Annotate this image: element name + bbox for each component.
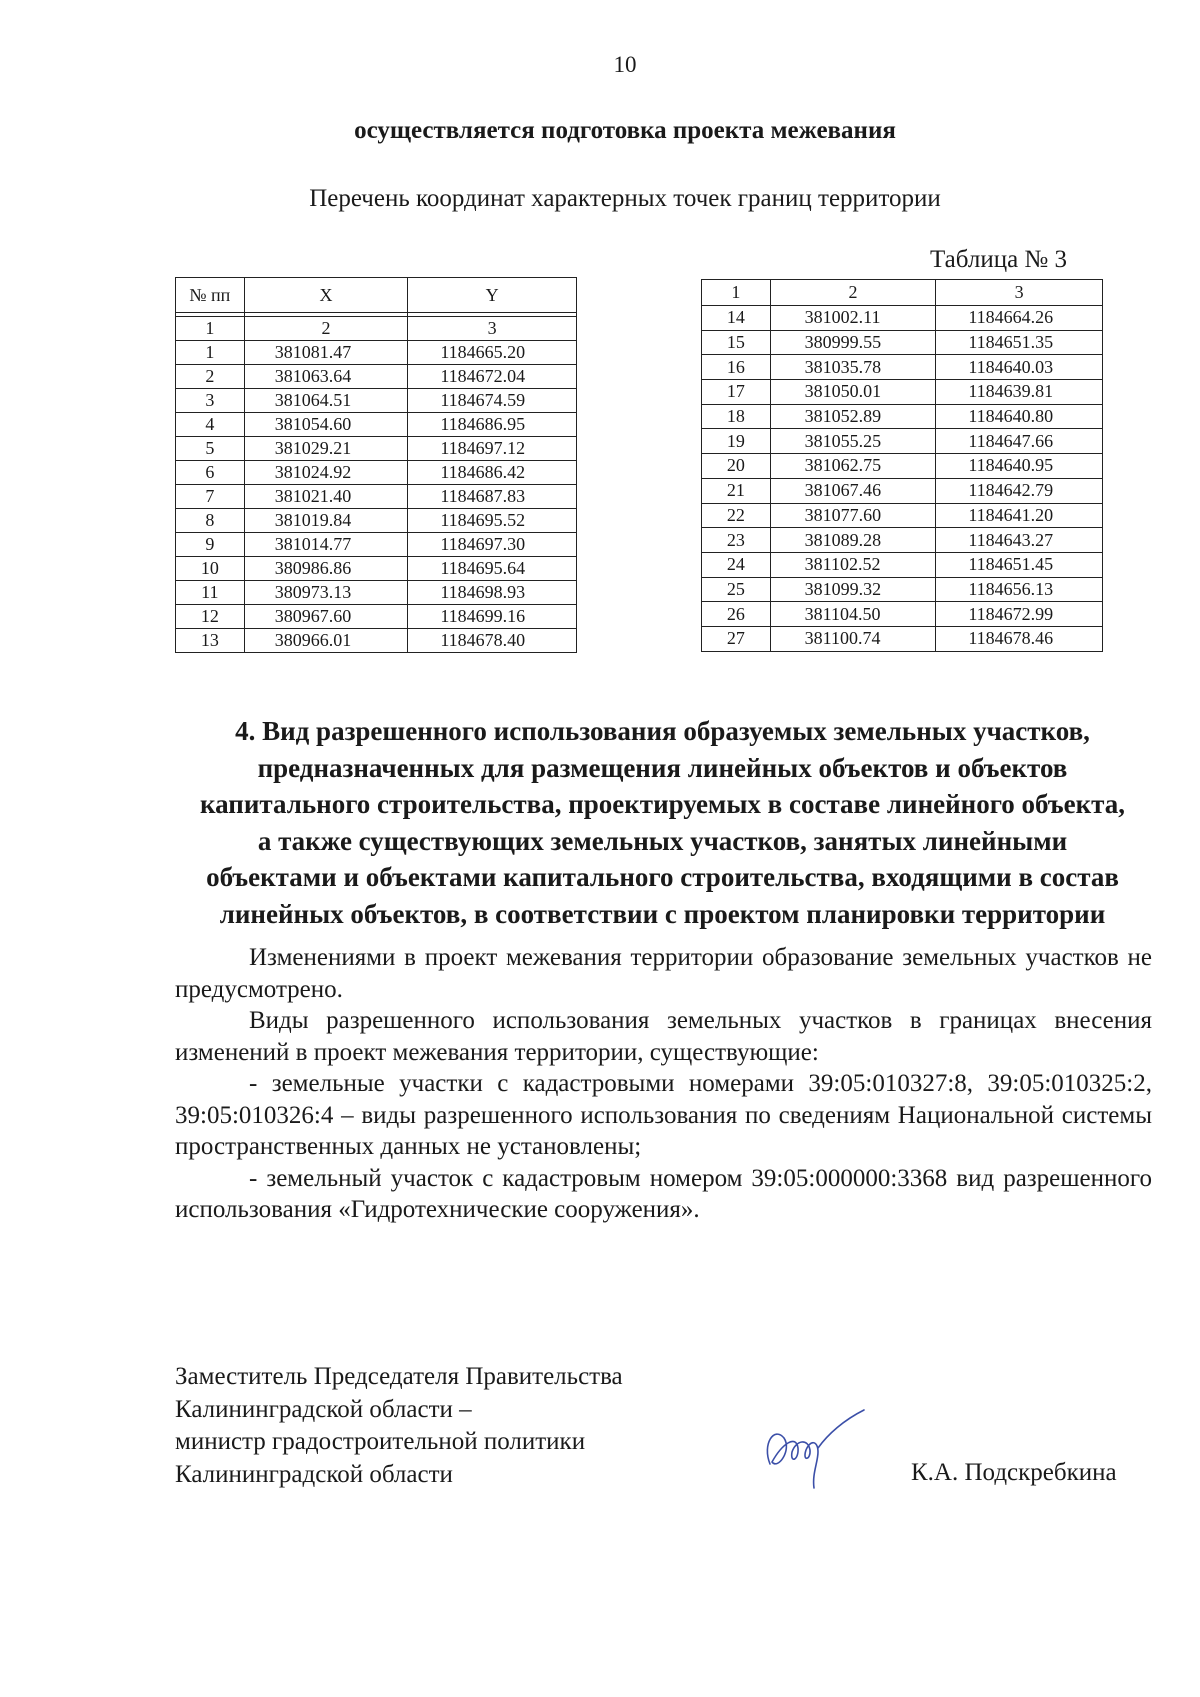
table-number: Таблица № 3 — [930, 246, 1068, 273]
table-row — [176, 509, 577, 533]
column-index-row — [176, 317, 577, 341]
x-coordinate-cell: 381104.50 — [770, 602, 936, 627]
point-number-cell: 16 — [702, 355, 771, 380]
table-row — [702, 429, 1103, 454]
y-coordinate-cell: 1184678.40 — [408, 629, 577, 653]
x-coordinate-cell: 381067.46 — [770, 478, 936, 503]
section-heading-line: линейных объектов, в соответствии с проектом планировки территории — [219, 898, 1106, 929]
continuation-title: осуществляется подготовка проекта межевания — [354, 117, 896, 144]
column-index-cell: 1 — [176, 317, 245, 341]
table-row — [702, 380, 1103, 405]
y-coordinate-cell: 1184651.35 — [936, 330, 1103, 355]
column-index-cell: 3 — [408, 317, 577, 341]
column-index-row — [702, 280, 1103, 306]
table-row — [702, 602, 1103, 627]
point-number-cell: 7 — [176, 485, 245, 509]
point-number-cell: 19 — [702, 429, 771, 454]
point-number-cell: 13 — [176, 629, 245, 653]
point-number-cell: 18 — [702, 404, 771, 429]
point-number-cell: 3 — [176, 389, 245, 413]
x-coordinate-cell: 380967.60 — [244, 605, 408, 629]
y-coordinate-cell: 1184664.26 — [936, 306, 1103, 331]
page-number: 10 — [613, 52, 637, 77]
x-coordinate-cell: 381055.25 — [770, 429, 936, 454]
x-coordinate-cell: 381064.51 — [244, 389, 408, 413]
coordinates-table-right — [701, 279, 1103, 652]
y-coordinate-cell: 1184641.20 — [936, 503, 1103, 528]
column-index-cell: 1 — [702, 280, 771, 306]
table-row — [702, 528, 1103, 553]
x-coordinate-cell: 381024.92 — [244, 461, 408, 485]
x-coordinate-cell: 381035.78 — [770, 355, 936, 380]
point-number-cell: 9 — [176, 533, 245, 557]
section-4-body — [175, 942, 1152, 1226]
y-coordinate-cell: 1184695.52 — [408, 509, 577, 533]
x-coordinate-cell: 381089.28 — [770, 528, 936, 553]
point-number-cell: 1 — [176, 341, 245, 365]
table-heading: Перечень координат характерных точек границ территории — [309, 185, 941, 212]
x-coordinate-cell: 380966.01 — [244, 629, 408, 653]
point-number-cell: 17 — [702, 380, 771, 405]
table-row — [176, 413, 577, 437]
y-coordinate-cell: 1184672.04 — [408, 365, 577, 389]
table-row — [702, 577, 1103, 602]
table-row — [702, 404, 1103, 429]
table-row — [176, 365, 577, 389]
body-paragraph: Виды разрешенного использования земельных участков в границах внесения изменений в проект межевания территории, существующие: — [175, 1007, 1152, 1066]
y-coordinate-cell: 1184640.95 — [936, 454, 1103, 479]
x-coordinate-cell: 381099.32 — [770, 577, 936, 602]
table-row — [176, 557, 577, 581]
point-number-cell: 6 — [176, 461, 245, 485]
point-number-cell: 4 — [176, 413, 245, 437]
y-coordinate-cell: 1184697.12 — [408, 437, 577, 461]
point-number-cell: 15 — [702, 330, 771, 355]
table-row — [702, 355, 1103, 380]
y-coordinate-cell: 1184697.30 — [408, 533, 577, 557]
y-coordinate-cell: 1184695.64 — [408, 557, 577, 581]
signatory-position-line: Калининградской области – — [175, 1395, 472, 1423]
point-number-cell: 26 — [702, 602, 771, 627]
x-coordinate-cell: 381021.40 — [244, 485, 408, 509]
body-paragraph: - земельный участок с кадастровым номером 39:05:000000:3368 вид разрешенного использования «Гидротехнические сооружения». — [175, 1164, 1152, 1223]
signatory-position-line: министр градостроительной политики — [175, 1428, 586, 1455]
point-number-cell: 10 — [176, 557, 245, 581]
x-coordinate-cell: 381102.52 — [770, 552, 936, 577]
table-row — [176, 485, 577, 509]
body-paragraph: - земельные участки с кадастровыми номерами 39:05:010327:8, 39:05:010325:2, 39:05:010326:4 – виды разрешенного использования по сведениям Национальной системы пространственных данных не установлены; — [175, 1070, 1152, 1160]
point-number-cell: 25 — [702, 577, 771, 602]
point-number-cell: 27 — [702, 626, 771, 651]
section-heading-line: предназначенных для размещения линейных объектов и объектов — [257, 752, 1068, 783]
table-row — [702, 478, 1103, 503]
point-number-cell: 23 — [702, 528, 771, 553]
y-coordinate-cell: 1184639.81 — [936, 380, 1103, 405]
handwritten-signature — [752, 1404, 872, 1494]
y-coordinate-cell: 1184643.27 — [936, 528, 1103, 553]
section-heading-line: капитального строительства, проектируемых в составе линейного объекта, — [199, 789, 1126, 819]
table-row — [176, 341, 577, 365]
table-row — [176, 389, 577, 413]
y-coordinate-cell: 1184674.59 — [408, 389, 577, 413]
point-number-cell: 12 — [176, 605, 245, 629]
y-coordinate-cell: 1184687.83 — [408, 485, 577, 509]
header-cell-number: № пп — [176, 278, 245, 313]
signatory-position-line: Калининградской области — [175, 1460, 453, 1488]
table-row — [702, 454, 1103, 479]
point-number-cell: 2 — [176, 365, 245, 389]
header-cell-y: Y — [408, 278, 577, 313]
x-coordinate-cell: 381062.75 — [770, 454, 936, 479]
x-coordinate-cell: 381054.60 — [244, 413, 408, 437]
body-paragraph: Изменениями в проект межевания территории образование земельных участков не предусмотрено. — [175, 944, 1152, 1003]
y-coordinate-cell: 1184686.42 — [408, 461, 577, 485]
point-number-cell: 22 — [702, 503, 771, 528]
table-row — [702, 306, 1103, 331]
table-row — [702, 330, 1103, 355]
x-coordinate-cell: 380999.55 — [770, 330, 936, 355]
section-heading-line: 4. Вид разрешенного использования образуемых земельных участков, — [235, 716, 1090, 746]
x-coordinate-cell: 381052.89 — [770, 404, 936, 429]
table-row — [702, 552, 1103, 577]
table-row — [176, 629, 577, 653]
column-index-cell: 2 — [770, 280, 936, 306]
y-coordinate-cell: 1184672.99 — [936, 602, 1103, 627]
x-coordinate-cell: 381050.01 — [770, 380, 936, 405]
x-coordinate-cell: 381029.21 — [244, 437, 408, 461]
table-row — [176, 605, 577, 629]
x-coordinate-cell: 381063.64 — [244, 365, 408, 389]
table-header-row — [176, 278, 577, 313]
point-number-cell: 14 — [702, 306, 771, 331]
y-coordinate-cell: 1184698.93 — [408, 581, 577, 605]
x-coordinate-cell: 381019.84 — [244, 509, 408, 533]
x-coordinate-cell: 381077.60 — [770, 503, 936, 528]
x-coordinate-cell: 381081.47 — [244, 341, 408, 365]
y-coordinate-cell: 1184640.80 — [936, 404, 1103, 429]
y-coordinate-cell: 1184665.20 — [408, 341, 577, 365]
x-coordinate-cell: 380973.13 — [244, 581, 408, 605]
point-number-cell: 8 — [176, 509, 245, 533]
x-coordinate-cell: 381014.77 — [244, 533, 408, 557]
y-coordinate-cell: 1184642.79 — [936, 478, 1103, 503]
column-index-cell: 2 — [244, 317, 408, 341]
y-coordinate-cell: 1184647.66 — [936, 429, 1103, 454]
signatory-name: К.А. Подскребкина — [911, 1459, 1117, 1486]
header-cell-x: X — [244, 278, 408, 313]
table-row — [176, 581, 577, 605]
signatory-position-line: Заместитель Председателя Правительства — [175, 1363, 623, 1390]
point-number-cell: 5 — [176, 437, 245, 461]
table-row — [176, 461, 577, 485]
y-coordinate-cell: 1184651.45 — [936, 552, 1103, 577]
table-row — [176, 533, 577, 557]
table-row — [176, 437, 577, 461]
point-number-cell: 11 — [176, 581, 245, 605]
y-coordinate-cell: 1184640.03 — [936, 355, 1103, 380]
y-coordinate-cell: 1184686.95 — [408, 413, 577, 437]
section-4-heading — [170, 713, 1155, 932]
x-coordinate-cell: 380986.86 — [244, 557, 408, 581]
table-row — [702, 626, 1103, 651]
table-row — [702, 503, 1103, 528]
point-number-cell: 20 — [702, 454, 771, 479]
x-coordinate-cell: 381002.11 — [770, 306, 936, 331]
x-coordinate-cell: 381100.74 — [770, 626, 936, 651]
y-coordinate-cell: 1184656.13 — [936, 577, 1103, 602]
signatory-position — [175, 1361, 623, 1491]
section-heading-line: объектами и объектами капитального строительства, входящими в состав — [206, 862, 1119, 892]
point-number-cell: 21 — [702, 478, 771, 503]
point-number-cell: 24 — [702, 552, 771, 577]
y-coordinate-cell: 1184699.16 — [408, 605, 577, 629]
section-heading-line: а также существующих земельных участков, занятых линейными — [257, 825, 1068, 856]
column-index-cell: 3 — [936, 280, 1103, 306]
y-coordinate-cell: 1184678.46 — [936, 626, 1103, 651]
coordinates-table-left — [175, 277, 577, 653]
